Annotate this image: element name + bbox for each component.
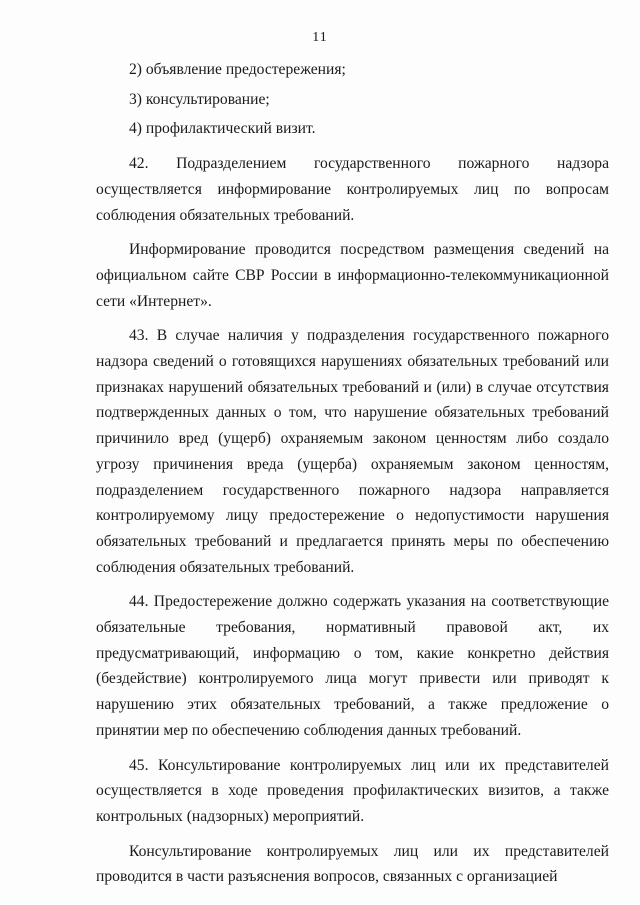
- paragraph-45: 45. Консультирование контролируемых лиц или их представителей осуществляется в ходе проведения профилактических визитов, а также контрольных (надзорных) мероприятий.: [96, 756, 609, 825]
- page-number: 11: [312, 30, 328, 45]
- paragraph-42: 42. Подразделением государственного пожарного надзора осуществляется информирование контролируемых лиц по вопросам соблюдения обязательных требований.: [96, 155, 609, 224]
- list-item: 2) объявление предостережения;: [129, 61, 346, 78]
- paragraph-43: 43. В случае наличия у подразделения государственного пожарного надзора сведений о готовящихся нарушениях обязательных требований или признаках нарушений обязательных требований и (или) в случае отсутствия подтвержденных данных о том, что нарушение обязательных требований причинило вред (ущерб) охраняемым законом ценностям либо создало угрозу причинения вреда (ущерба) охраняемым законом ценностям, подразделением государственного пожарного надзора направляется контролируемому лицу предостережение о недопустимости нарушения обязательных требований и предлагается принять меры по обеспечению соблюдения обязательных требований.: [96, 327, 609, 576]
- list-item: 4) профилактический визит.: [129, 120, 316, 138]
- paragraph-consulting: Консультирование контролируемых лиц или их представителей проводится в части разъяснения вопросов, связанных с организацией: [96, 842, 609, 886]
- paragraph-informing: Информирование проводится посредством размещения сведений на официальном сайте СВР России в информационно-телекоммуникационной сети «Интернет».: [96, 241, 609, 310]
- paragraph-44: 44. Предостережение должно содержать указания на соответствующие обязательные требования, нормативный правовой акт, их предусматривающий, информацию о том, какие конкретно действия (бездействие) контролируемого лица могут привести или приводят к нарушению этих обязательных требований, а также предложение о принятии мер по обеспечению соблюдения данных требований.: [96, 593, 609, 739]
- document-body: [96, 57, 609, 890]
- list-item: 3) консультирование;: [129, 90, 270, 108]
